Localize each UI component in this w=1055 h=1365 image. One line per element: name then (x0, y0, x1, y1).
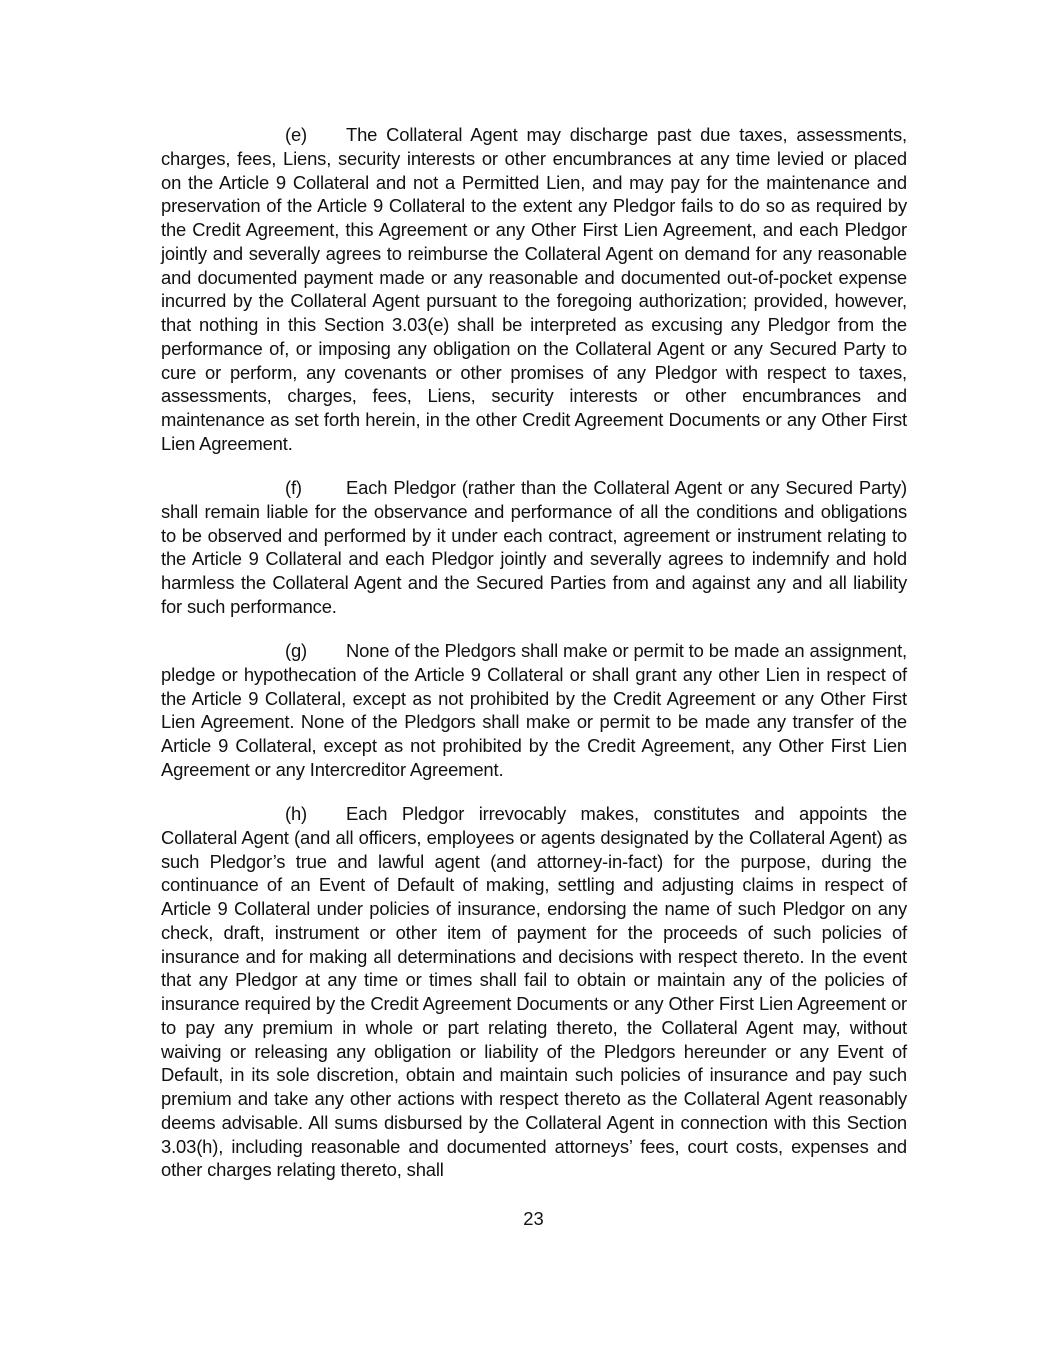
paragraph-e (161, 123, 907, 456)
paragraph-text-e: The Collateral Agent may discharge past due taxes, assessments, charges, fees, Liens, security interests or other encumbrances at any time levied or placed on the Article 9 Collateral and not a Permitted Lien, and may pay for the maintenance and preservation of the Article 9 Collateral to the extent any Pledgor fails to do so as required by the Credit Agreement, this Agreement or any Other First Lien Agreement, and each Pledgor jointly and severally agrees to reimburse the Collateral Agent on demand for any reasonable and documented payment made or any reasonable and documented out-of-pocket expense incurred by the Collateral Agent pursuant to the foregoing authorization; provided, however, that nothing in this Section 3.03(e) shall be interpreted as excusing any Pledgor from the performance of, or imposing any obligation on the Collateral Agent or any Secured Party to cure or perform, any covenants or other promises of any Pledgor with respect to taxes, assessments, charges, fees, Liens, security interests or other encumbrances and maintenance as set forth herein, in the other Credit Agreement Documents or any Other First Lien Agreement. (161, 124, 907, 454)
paragraph-f (161, 476, 907, 619)
paragraph-g (161, 639, 907, 782)
paragraph-label-h: (h) (285, 803, 308, 824)
paragraph-text-h: Each Pledgor irrevocably makes, constitutes and appoints the Collateral Agent (and all officers, employees or agents designated by the Collateral Agent) as such Pledgor’s true and lawful agent (and attorney-in-fact) for the purpose, during the continuance of an Event of Default of making, settling and adjusting claims in respect of Article 9 Collateral under policies of insurance, endorsing the name of such Pledgor on any check, draft, instrument or other item of payment for the proceeds of such policies of insurance and for making all determinations and decisions with respect thereto. In the event that any Pledgor at any time or times shall fail to obtain or maintain any of the policies of insurance required by the Credit Agreement Documents or any Other First Lien Agreement or to pay any premium in whole or part relating thereto, the Collateral Agent may, without waiving or releasing any obligation or liability of the Pledgors hereunder or any Event of Default, in its sole discretion, obtain and maintain such policies of insurance and pay such premium and take any other actions with respect thereto as the Collateral Agent reasonably deems advisable. All sums disbursed by the Collateral Agent in connection with this Section 3.03(h), including reasonable and documented attorneys’ fees, court costs, expenses and other charges relating thereto, shall (161, 803, 907, 1181)
paragraph-label-g: (g) (285, 640, 308, 661)
paragraph-label-e: (e) (285, 124, 308, 145)
page-number: 23 (523, 1208, 544, 1229)
paragraph-text-f: Each Pledgor (rather than the Collateral Agent or any Secured Party) shall remain liable for the observance and performance of all the conditions and obligations to be observed and performed by it under each contract, agreement or instrument relating to the Article 9 Collateral and each Pledgor jointly and severally agrees to indemnify and hold harmless the Collateral Agent and the Secured Parties from and against any and all liability for such performance. (161, 477, 907, 617)
paragraph-label-f: (f) (285, 477, 302, 498)
body-text (161, 123, 907, 1203)
paragraph-text-g: None of the Pledgors shall make or permit to be made an assignment, pledge or hypothecation of the Article 9 Collateral or shall grant any other Lien in respect of the Article 9 Collateral, except as not prohibited by the Credit Agreement or any Other First Lien Agreement. None of the Pledgors shall make or permit to be made any transfer of the Article 9 Collateral, except as not prohibited by the Credit Agreement, any Other First Lien Agreement or any Intercreditor Agreement. (161, 640, 907, 780)
paragraph-h (161, 802, 907, 1182)
